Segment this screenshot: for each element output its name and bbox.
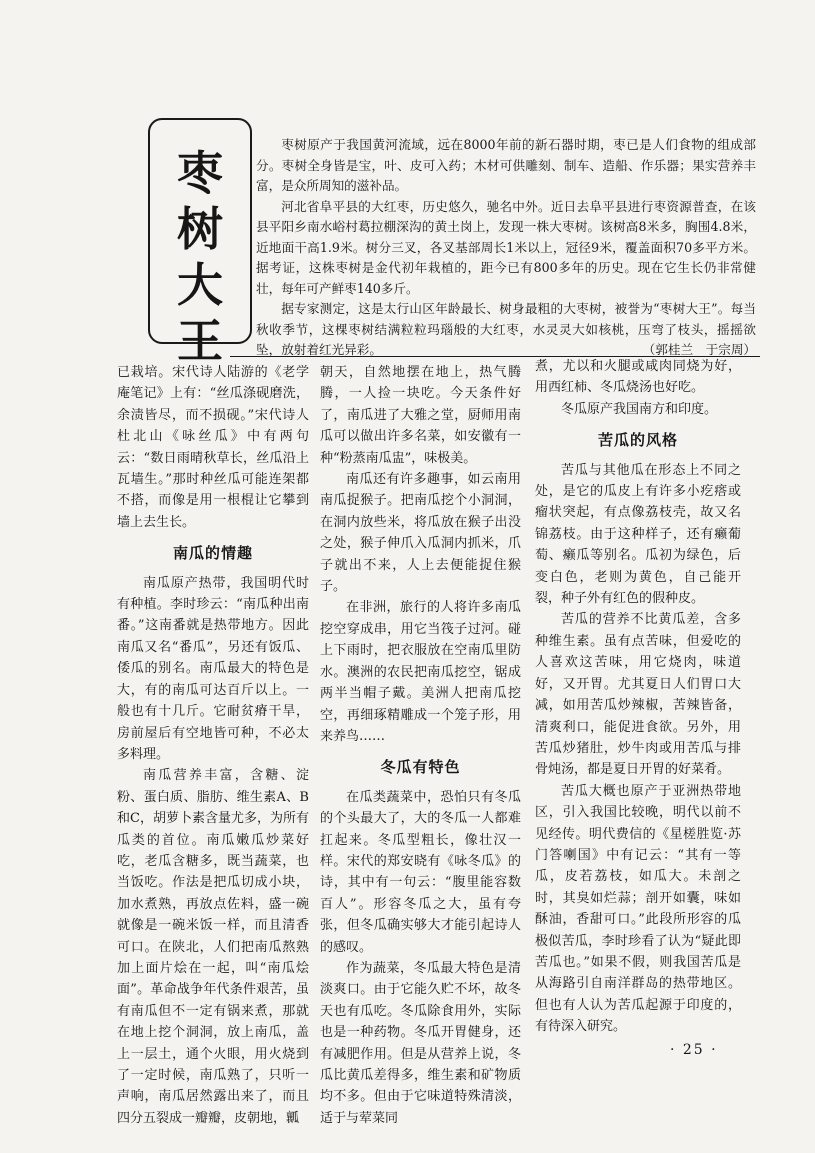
column-1 [117, 362, 309, 1129]
feature-paragraph: 枣树原产于我国黄河流域，远在8000年前的新石器时期，枣已是人们食物的组成部分。枣树全身皆是宝，叶、皮可入药；木材可供雕刻、制车、造船、作乐器；果实营养丰富，是众所周知的滋补品。 [256, 137, 756, 193]
feature-title-char: 王 [177, 314, 223, 368]
column-3 [535, 356, 741, 1038]
feature-paragraph: 河北省阜平县的大红枣，历史悠久，驰名中外。近日去阜平县进行枣资源普查，在该县平阳乡南水峪村葛拉棚深沟的黄土岗上，发现一株大枣树。该树高8米多，胸围4.8米，近地面干高1.9米。树分三叉，各叉基部周长1米以上，冠径9米，覆盖面积70多平方米。据考证，这株枣树是金代初年栽植的，距今已有800多年的历史。现在它生长仍非常健壮，每年可产鲜枣140多斤。 [256, 198, 756, 296]
paragraph: 已栽培。宋代诗人陆游的《老学庵笔记》上有：“丝瓜涤砚磨洗，余渍皆尽，而不损砚。”宋代诗人杜北山《咏丝瓜》中有两句云：“数日雨晴秋草长，丝瓜沿上瓦墙生。”那时种丝瓜可能连架都不搭，而像是用一根棍让它攀到墙上去生长。 [117, 365, 309, 530]
paragraph: 冬瓜原产我国南方和印度。 [561, 401, 718, 417]
paragraph: 在非洲，旅行的人将许多南瓜挖空穿成串，用它当筏子过河。碰上下雨时，把衣服放在空南瓜里防水。澳洲的农民把南瓜挖空，锯成两半当帽子戴。美洲人把南瓜挖空，再细琢精雕成一个笼子形，用来养鸟…… [320, 600, 521, 744]
feature-paragraph [256, 299, 756, 361]
paragraph: 作为蔬菜，冬瓜最大特色是清淡爽口。由于它能久贮不坏，故冬天也有瓜吃。冬瓜除食用外，实际也是一种药物。冬瓜开胃健身，还有减肥作用。但是从营养上说，冬瓜比黄瓜差得多，维生素和矿物质均不多。但由于它味道特殊清淡，适于与荤菜同 [320, 960, 521, 1126]
section-heading-pumpkin: 南瓜的情趣 [172, 544, 253, 563]
byline: （郭桂兰 于宗周） [642, 342, 756, 357]
feature-title-char: 树 [177, 202, 223, 256]
feature-paragraph-text: 据专家测定，这是太行山区年龄最长、树身最粗的大枣树，被誉为“枣树大王”。每当秋收季节，这棵枣树结满粒粒玛瑙般的大红枣，水灵灵大如核桃，压弯了枝头，摇摇欲坠，放射着红光异彩。 [256, 301, 756, 357]
feature-title-char: 大 [177, 258, 223, 312]
feature-title-char: 枣 [177, 146, 223, 200]
feature-article [256, 135, 756, 361]
feature-title [152, 145, 248, 369]
paragraph: 苦瓜的营养不比黄瓜差，含多种维生素。虽有点苦味，但爱吃的人喜欢这苦味，用它烧肉，味道好，又开胃。尤其夏日人们胃口大减，如用苦瓜炒辣椒，苦辣皆备，清爽利口，能促进食欲。另外，用苦瓜炒猪肚，炒牛肉或用苦瓜与排骨炖汤，都是夏日开胃的好菜肴。 [535, 612, 741, 778]
section-heading-bitter-melon: 苦瓜的风格 [597, 431, 678, 450]
paragraph: 南瓜原产热带，我国明代时有种植。李时珍云：“南瓜种出南番。”这南番就是热带地方。因此南瓜又名“番瓜”，另还有饭瓜、倭瓜的别名。南瓜最大的特色是大，有的南瓜可达百斤以上。一般也有十几斤。它耐贫瘠干旱，房前屋后有空地皆可种，不必太多料理。 [117, 575, 309, 762]
column-2 [320, 362, 521, 1129]
paragraph: 煮，尤以和火腿或咸肉同烧为好，用西红柿、冬瓜烧汤也好吃。 [535, 359, 741, 396]
paragraph: 苦瓜大概也原产于亚洲热带地区，引入我国比较晚，明代以前不见经传。明代费信的《星槎胜览·苏门答喇国》中有记云：“其有一等瓜，皮若荔枝，如瓜大。未剖之时，其臭如烂蒜；剖开如囊，味如酥油，香甜可口。”此段所形容的瓜极似苦瓜，李时珍看了认为“疑此即苦瓜也。”如果不假，则我国苦瓜是从海路引自南洋群岛的热带地区。但也有人认为苦瓜起源于印度的，有待深入研究。 [535, 783, 741, 1035]
paragraph: 南瓜营养丰富，含糖、淀粉、蛋白质、脂肪、维生素A、B和C，胡萝卜素含量尤多，为所有瓜类的首位。南瓜嫩瓜炒菜好吃，老瓜含糖多，既当蔬菜，也当饭吃。作法是把瓜切成小块，加水煮熟，再放点佐料，盛一碗就像是一碗米饭一样，而且清香可口。在陕北，人们把南瓜熬熟加上面片烩在一起，叫“南瓜烩面”。革命战争年代条件艰苦，虽有南瓜但不一定有锅来煮，那就在地上挖个洞洞，放上南瓜，盖上一层土，通个火眼，用火烧到了一定时候，南瓜熟了，只听一声响，南瓜居然露出来了，而且四分五裂成一瓣瓣，皮朝地，瓤 [117, 768, 309, 1126]
section-heading-wax-gourd: 冬瓜有特色 [380, 758, 461, 777]
paragraph: 在瓜类蔬菜中，恐怕只有冬瓜的个头最大了，大的冬瓜一人都难扛起来。冬瓜型粗长，像壮汉一样。宋代的郑安晓有《咏冬瓜》的诗，其中有一句云：“腹里能容数百人”。形容冬瓜之大，虽有夸张，但冬瓜确实够大才能引起诗人的感叹。 [320, 789, 521, 955]
paragraph: 苦瓜与其他瓜在形态上不同之处，是它的瓜皮上有许多小疙瘩或瘤状突起，有点像荔枝壳，故又名锦荔枝。由于这种样子，还有癞葡萄、癞瓜等别名。瓜初为绿色，后变白色，老则为黄色，自己能开裂，种子外有红色的假种皮。 [535, 462, 741, 607]
page-number: · 25 · [670, 1042, 718, 1058]
paragraph: 朝天，自然地摆在地上，热气腾腾，一人捡一块吃。今天条件好了，南瓜进了大雅之堂，厨师用南瓜可以做出许多名菜，如安徽有一种“粉蒸南瓜盅”，味极美。 [320, 365, 521, 466]
paragraph: 南瓜还有许多趣事，如云南用南瓜捉猴子。把南瓜挖个小洞洞，在洞内放些米，将瓜放在猴子出没之处，猴子伸爪入瓜洞内抓米，爪子就出不来，人上去便能捉住猴子。 [320, 472, 521, 595]
